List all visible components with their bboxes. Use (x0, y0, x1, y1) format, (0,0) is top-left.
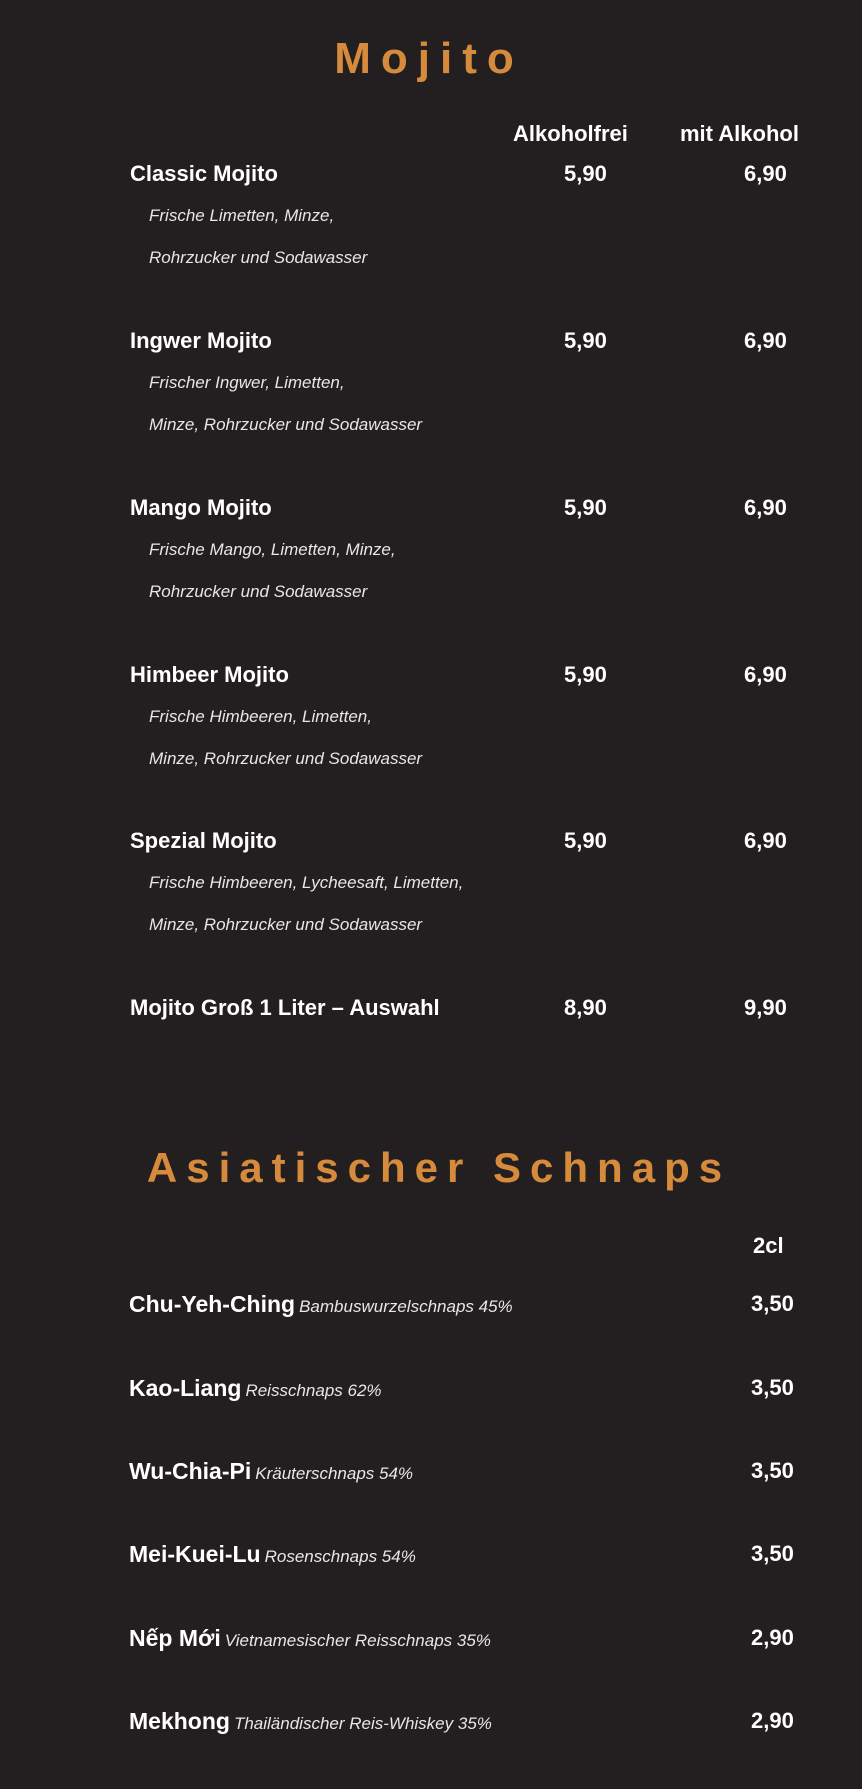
mojito-item-description: Minze, Rohrzucker und Sodawasser (149, 749, 423, 768)
mojito-item (130, 828, 830, 978)
mojito-item-name: Mango Mojito (130, 495, 272, 520)
schnaps-item-description: Vietnamesischer Reisschnaps 35% (224, 1631, 491, 1650)
schnaps-item-price: 2,90 (751, 1708, 794, 1733)
schnaps-item-description: Bambuswurzelschnaps 45% (299, 1297, 513, 1316)
schnaps-item (129, 1375, 809, 1409)
mojito-item-name: Mojito Groß 1 Liter – Auswahl (130, 995, 440, 1020)
column-header-alkoholfrei: Alkoholfrei (513, 121, 628, 146)
schnaps-item-name: Nếp Mới (129, 1625, 221, 1651)
mojito-item-description: Frische Himbeeren, Lycheesaft, Limetten, (149, 873, 464, 892)
price-alkoholfrei: 5,90 (564, 161, 607, 186)
schnaps-item-name: Wu-Chia-Pi (129, 1458, 252, 1484)
mojito-item (130, 495, 830, 645)
price-alkoholfrei: 8,90 (564, 995, 607, 1020)
mojito-item-description: Minze, Rohrzucker und Sodawasser (149, 415, 423, 434)
mojito-item-name: Classic Mojito (130, 161, 278, 186)
mojito-item (130, 161, 830, 311)
mojito-item-description: Rohrzucker und Sodawasser (149, 248, 368, 267)
price-alkoholfrei: 5,90 (564, 495, 607, 520)
price-mit-alkohol: 6,90 (744, 495, 787, 520)
column-header-mit-alkohol: mit Alkohol (680, 121, 799, 146)
mojito-item-description: Rohrzucker und Sodawasser (149, 582, 368, 601)
schnaps-item (129, 1541, 809, 1575)
schnaps-item-price: 3,50 (751, 1375, 794, 1400)
schnaps-item-price: 3,50 (751, 1291, 794, 1316)
schnaps-item (129, 1708, 809, 1742)
price-mit-alkohol: 6,90 (744, 328, 787, 353)
schnaps-item-price: 3,50 (751, 1458, 794, 1483)
price-mit-alkohol: 9,90 (744, 995, 787, 1020)
mojito-item-description: Frische Limetten, Minze, (149, 206, 335, 225)
schnaps-item-description: Reisschnaps 62% (245, 1381, 382, 1400)
schnaps-item (129, 1458, 809, 1492)
price-mit-alkohol: 6,90 (744, 161, 787, 186)
price-alkoholfrei: 5,90 (564, 662, 607, 687)
schnaps-section-title: Asiatischer Schnaps (146, 1144, 732, 1191)
schnaps-item-name: Kao-Liang (129, 1375, 242, 1401)
schnaps-item-description: Rosenschnaps 54% (264, 1547, 416, 1566)
mojito-item-description: Frische Himbeeren, Limetten, (149, 707, 372, 726)
mojito-item (130, 995, 830, 1029)
mojito-item-name: Ingwer Mojito (130, 328, 272, 353)
mojito-item-description: Minze, Rohrzucker und Sodawasser (149, 915, 423, 934)
mojito-item-description: Frischer Ingwer, Limetten, (149, 373, 345, 392)
column-header-2cl: 2cl (753, 1233, 784, 1258)
schnaps-item-description: Kräuterschnaps 54% (255, 1464, 414, 1483)
schnaps-item-price: 3,50 (751, 1541, 794, 1566)
schnaps-item-description: Thailändischer Reis-Whiskey 35% (233, 1714, 492, 1733)
schnaps-item-price: 2,90 (751, 1625, 794, 1650)
mojito-item-description: Frische Mango, Limetten, Minze, (149, 540, 396, 559)
schnaps-item (129, 1291, 809, 1325)
schnaps-item (129, 1625, 809, 1659)
price-alkoholfrei: 5,90 (564, 328, 607, 353)
mojito-item-name: Himbeer Mojito (130, 662, 289, 687)
schnaps-item-name: Chu-Yeh-Ching (129, 1291, 296, 1317)
schnaps-item-name: Mekhong (129, 1708, 230, 1734)
price-mit-alkohol: 6,90 (744, 662, 787, 687)
mojito-item-name: Spezial Mojito (130, 828, 277, 853)
price-mit-alkohol: 6,90 (744, 828, 787, 853)
mojito-item (130, 328, 830, 478)
mojito-item (130, 662, 830, 812)
price-alkoholfrei: 5,90 (564, 828, 607, 853)
schnaps-item-name: Mei-Kuei-Lu (129, 1541, 261, 1567)
mojito-section-title: Mojito (334, 34, 524, 83)
